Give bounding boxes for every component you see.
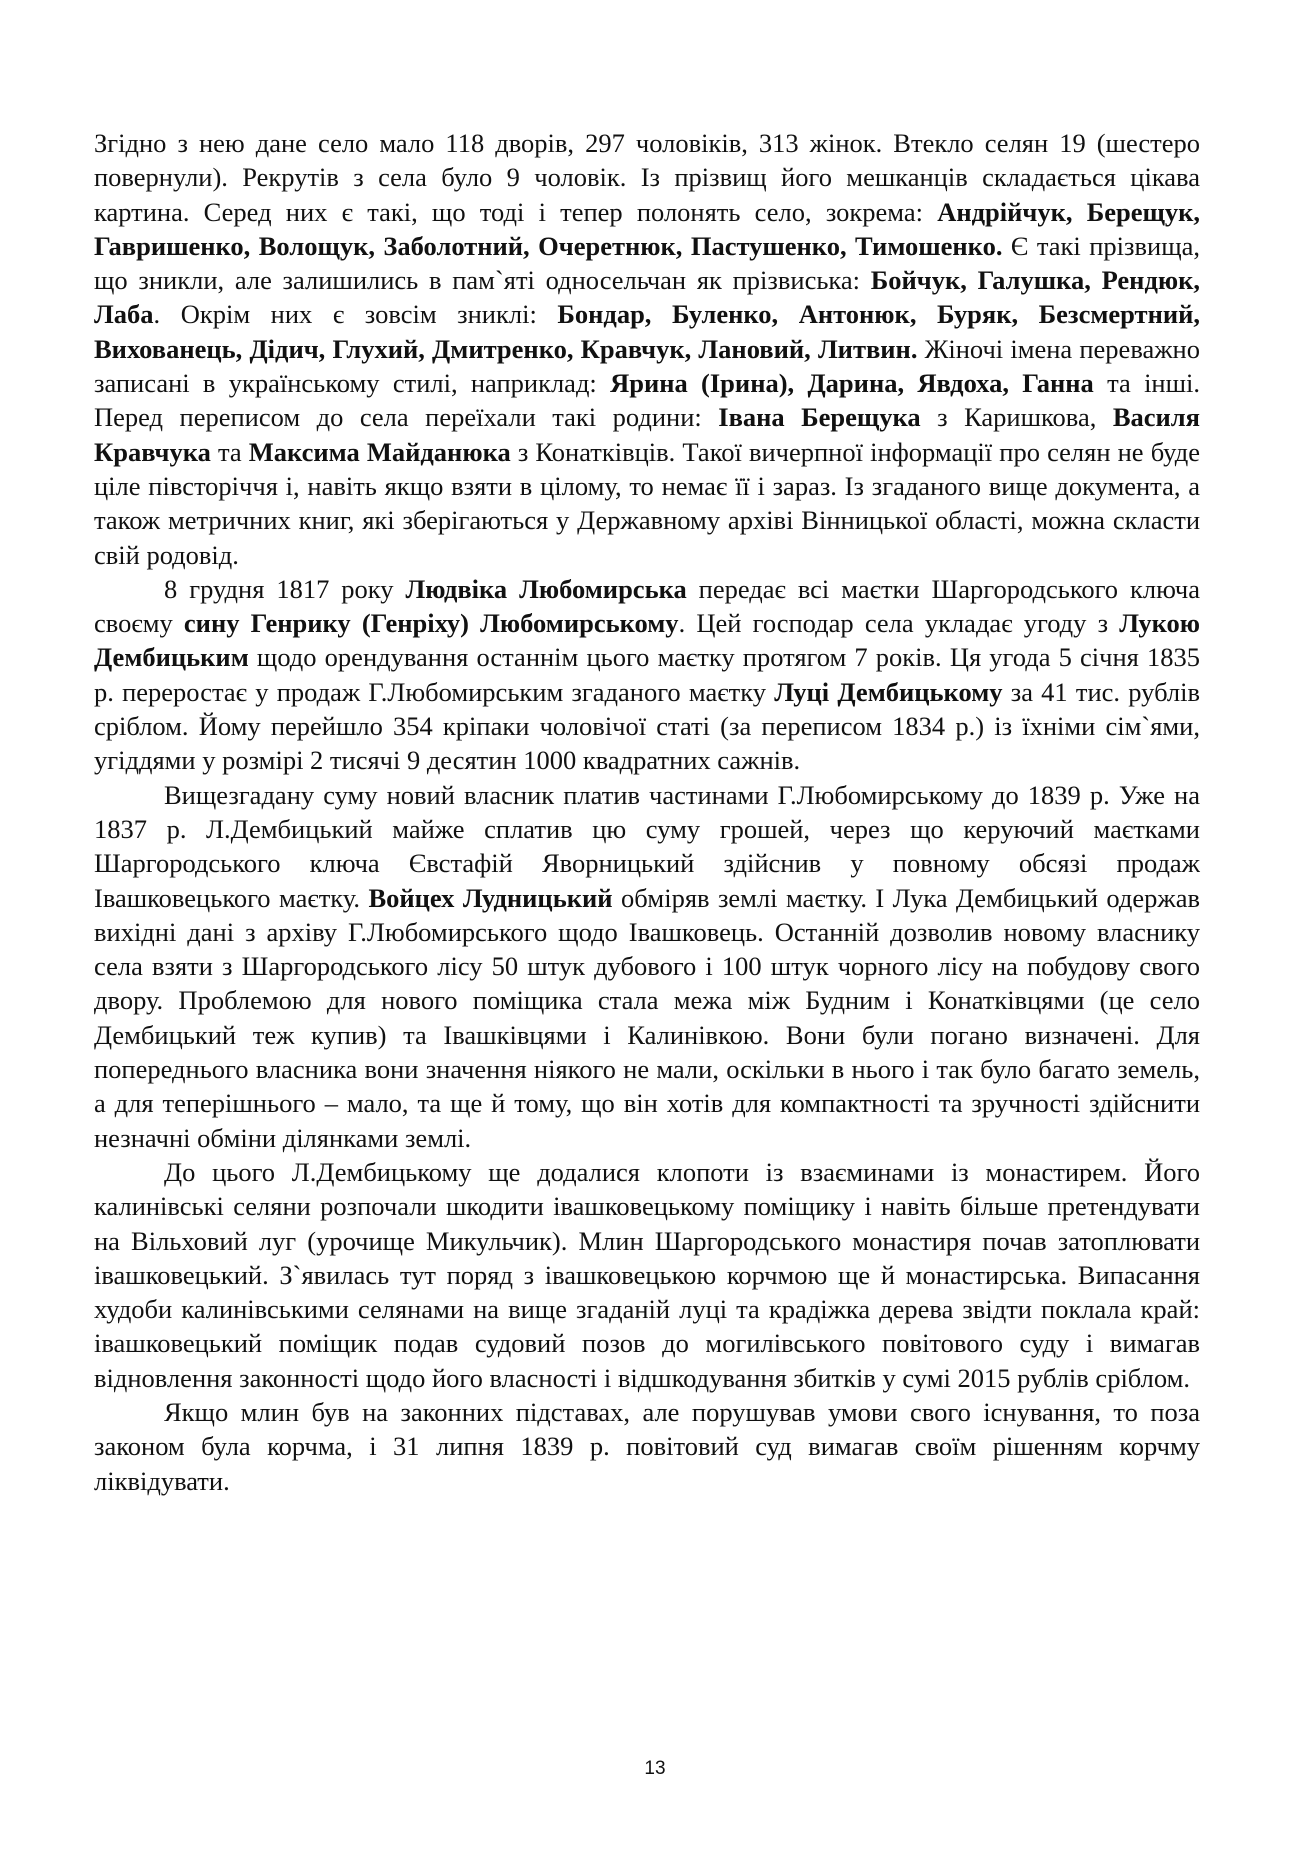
bold-person-name: Луці Дембицькому (774, 676, 1003, 707)
text-run: 8 грудня 1817 року (164, 573, 406, 604)
text-run: передає всі маєтки Шаргородського ключа своєму (94, 573, 1200, 639)
page-number: 13 (644, 1758, 666, 1779)
text-run: Згідно з нею дане село мало 118 дворів, 297 чоловіків, 313 жінок. Втекло селян 19 (шестеро повернули). Рекрутів з села було 9 чоловік. Із прізвищ його мешканців складається цікава картина. Серед них є такі, що тоді і тепер полонять село, зокрема: (94, 128, 1200, 227)
paragraph-1 (94, 126, 1200, 572)
text-run: До цього Л.Дембицькому ще додалися клопоти із взаєминами із монастирем. Його калинівські селяни розпочали шкодити івашковецькому поміщику і навіть більше претендувати на Вільховий луг (урочище Микульчик). Млин Шаргородського монастиря почав затоплювати івашковецький. З`явилась тут поряд з івашковецькою корчмою ще й монастирська. Випасання худоби калинівськими селянами на вище згаданій луці та крадіжка дерева звідти поклала край: івашковецький поміщик подав судовий позов до могилівського повітового суду і вимагав відновлення законності щодо його власності і відшкодування збитків у сумі 2015 рублів сріблом. (94, 1156, 1200, 1393)
bold-female-names: Ярина (Ірина), Дарина, Явдоха, Ганна (610, 368, 1094, 399)
text-run: . Цей господар села укладає угоду з (678, 608, 1120, 639)
text-run: щодо орендування останнім цього маєтку протягом 7 років. Ця угода 5 січня 1835 р. переростає у продаж Г.Любомирським згаданого маєтку (94, 642, 1200, 707)
text-run: з Конатківців. Такої вичерпної інформації про селян не буде ціле півсторіччя і, навіть якщо взяти в цілому, то немає її і зараз. Із згаданого вище документа, а також метричних книг, які зберігаються у Державному архіві Вінницької області, можна скласти свій родовід. (94, 436, 1200, 570)
text-run: Вищезгадану суму новий власник платив частинами Г.Любомирському до 1839 р. Уже на 1837 р. Л.Дембицький майже сплатив цю суму грошей, через що керуючий маєтками Шаргородського ключа Євстафій Яворницький здійснив у повному обсязі продаж Івашковецького маєтку. (94, 779, 1200, 913)
bold-surnames-current: Андрійчук, Берещук, Гавришенко, Волощук, Заболотний, Очеретнюк, Пастушенко, Тимошенко. (94, 196, 1200, 261)
paragraph-2 (94, 572, 1200, 778)
text-run: з Каришкова, (920, 402, 1113, 433)
text-run: . Окрім них є зовсім зниклі: (153, 299, 558, 330)
bold-person-name: сину Генрику (Генріху) Любомирському (183, 608, 679, 639)
text-run: за 41 тис. рублів сріблом. Йому перейшло 354 кріпаки чоловічої статі (за переписом 1834 р.) із їхніми сім`ями, угіддями у розмірі 2 тисячі 9 десятин 1000 квадратних сажнів. (94, 676, 1200, 776)
text-run: та (210, 436, 249, 467)
text-run: Якщо млин був на законних підставах, але порушував умови свого існування, то поза законом була корчма, і 31 липня 1839 р. повітовий суд вимагав своїм рішенням корчму ліквідувати. (94, 1396, 1200, 1496)
text-run: Жіночі імена переважно записані в українському стилі, наприклад: (94, 333, 1200, 399)
paragraph-5 (94, 1395, 1200, 1498)
bold-surnames-nicknames: Бойчук, Галушка, Рендюк, Лаба (94, 265, 1200, 330)
paragraph-3 (94, 778, 1200, 1155)
bold-person-name: Лукою Дембицьким (94, 608, 1200, 673)
bold-person-name: Людвіка Любомирська (405, 573, 687, 604)
paragraph-4 (94, 1155, 1200, 1395)
bold-person-name: Максима Майданюка (248, 436, 511, 467)
bold-surnames-vanished: Бондар, Буленко, Антонюк, Буряк, Безсмертний, Вихованець, Дідич, Глухий, Дмитренко, Кравчук, Лановий, Литвин. (94, 299, 1200, 364)
document-body (94, 126, 1200, 1498)
bold-person-name: Івана Берещука (718, 402, 921, 433)
text-run: та інші. Перед переписом до села переїхали такі родини: (94, 368, 1201, 433)
bold-person-name: Войцех Лудницький (368, 882, 613, 913)
text-run: Є такі прізвища, що зникли, але залишились в пам`яті односельчан як прізвиська: (94, 230, 1200, 296)
text-run: обміряв землі маєтку. І Лука Дембицький одержав вихідні дані з архіву Г.Любомирського щодо Івашковець. Останній дозволив новому власнику села взяти з Шаргородського лісу 50 штук дубового і 100 штук чорного лісу на побудову свого двору. Проблемою для нового поміщика стала межа між Будним і Конатківцями (це село Дембицький теж купив) та Івашківцями і Калинівкою. Вони були погано визначені. Для попереднього власника вони значення ніякого не мали, оскільки в нього і так було багато земель, а для теперішнього – мало, та ще й тому, що він хотів для компактності та зручності здійснити незначні обміни ділянками землі. (94, 882, 1200, 1153)
bold-person-name: Василя Кравчука (94, 402, 1200, 467)
